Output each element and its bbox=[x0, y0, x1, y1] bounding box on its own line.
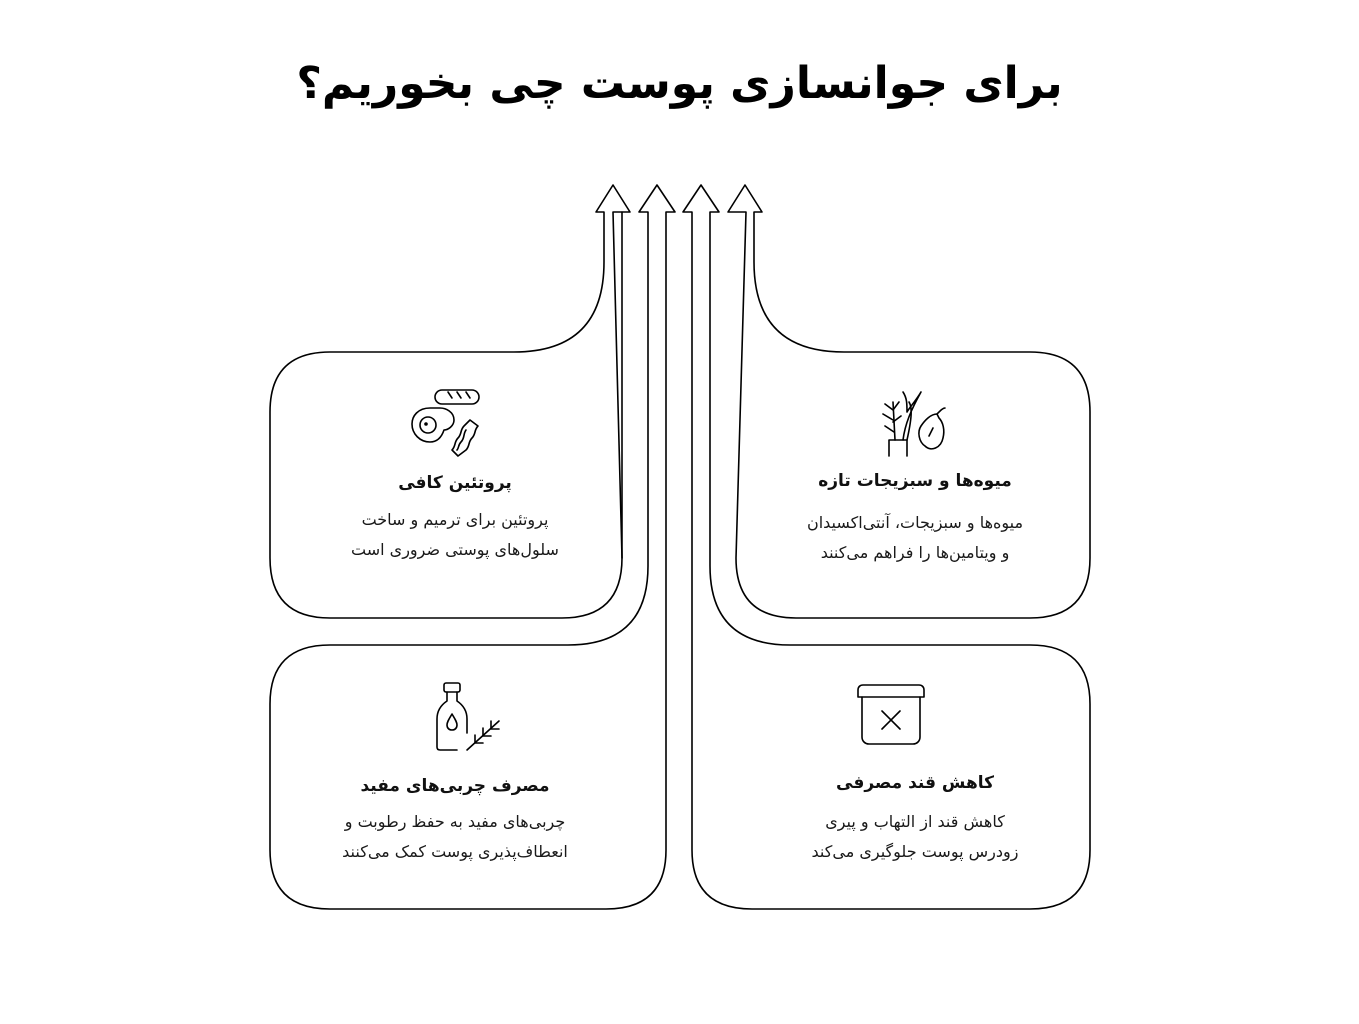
card-description-line: کاهش قند از التهاب و پیری bbox=[825, 812, 1005, 831]
card-fats bbox=[300, 675, 610, 895]
card-description bbox=[760, 807, 1070, 867]
card-protein bbox=[300, 380, 610, 600]
protein-food-icon bbox=[408, 386, 484, 458]
vegetables-fruit-icon bbox=[877, 388, 949, 458]
card-description-line: و ویتامین‌ها را فراهم می‌کنند bbox=[820, 543, 1010, 562]
card-fruits bbox=[760, 380, 1070, 600]
card-description-line: پروتئین برای ترمیم و ساخت bbox=[361, 510, 549, 529]
card-title: پروتئین کافی bbox=[398, 473, 512, 493]
card-description-line: زودرس پوست جلوگیری می‌کند bbox=[811, 842, 1019, 861]
page-title: برای جوانسازی پوست چی بخوریم؟ bbox=[296, 58, 1063, 109]
card-title: میوه‌ها و سبزیجات تازه bbox=[818, 471, 1012, 491]
card-title: کاهش قند مصرفی bbox=[836, 773, 994, 793]
card-sugar bbox=[760, 675, 1070, 895]
card-description bbox=[300, 807, 610, 867]
no-sugar-jar-icon bbox=[856, 683, 926, 747]
card-description bbox=[300, 505, 610, 565]
card-description-line: چربی‌های مفید به حفظ رطوبت و bbox=[344, 812, 566, 831]
card-description-line: انعطاف‌پذیری پوست کمک می‌کنند bbox=[342, 842, 568, 861]
card-description-line: سلول‌های پوستی ضروری است bbox=[351, 540, 559, 559]
card-title: مصرف چربی‌های مفید bbox=[360, 776, 550, 796]
card-description bbox=[760, 508, 1070, 568]
oil-bottle-icon bbox=[431, 677, 503, 755]
card-description-line: میوه‌ها و سبزیجات، آنتی‌اکسیدان bbox=[806, 513, 1024, 532]
